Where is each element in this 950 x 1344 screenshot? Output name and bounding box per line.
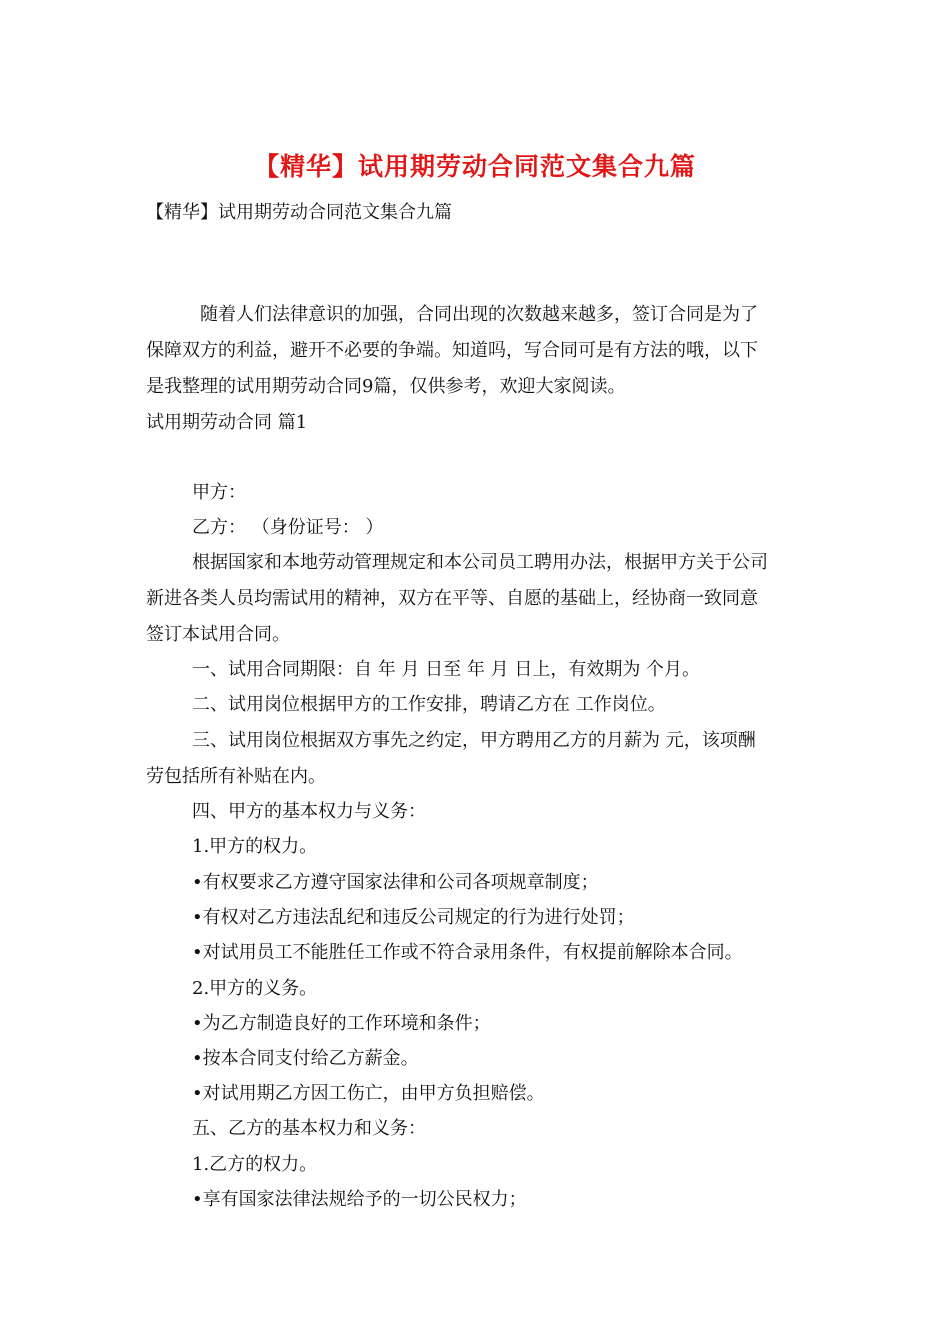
clause-1: 一、试用合同期限：自 年 月 日至 年 月 日上，有效期为 个月。 <box>192 659 701 680</box>
list-item: •有权对乙方违法乱纪和违反公司规定的行为进行处罚； <box>192 907 635 928</box>
clause-3-cont: 劳包括所有补贴在内。 <box>146 766 326 787</box>
clause-4: 四、甲方的基本权力与义务： <box>192 801 426 822</box>
list-item: •按本合同支付给乙方薪金。 <box>192 1048 419 1069</box>
list-item: •为乙方制造良好的工作环境和条件； <box>192 1013 491 1034</box>
clause-4-1: 1.甲方的权力。 <box>192 836 318 857</box>
intro-line: 保障双方的利益，避开不必要的争端。知道吗，写合同可是有方法的哦，以下 <box>146 340 758 361</box>
intro-line: 是我整理的试用期劳动合同9篇，仅供参考，欢迎大家阅读。 <box>146 376 626 397</box>
party-a-line: 甲方： <box>192 482 246 503</box>
clause-2: 二、试用岗位根据甲方的工作安排，聘请乙方在 工作岗位。 <box>192 694 666 715</box>
intro-line: 随着人们法律意识的加强，合同出现的次数越来越多，签订合同是为了 <box>200 304 758 325</box>
document-title: 【精华】试用期劳动合同范文集合九篇 <box>253 152 696 181</box>
clause-4-2: 2.甲方的义务。 <box>192 978 318 999</box>
clause-3: 三、试用岗位根据双方事先之约定，甲方聘用乙方的月薪为 元，该项酬 <box>192 730 756 751</box>
section-heading: 试用期劳动合同 篇1 <box>146 412 308 433</box>
paragraph-line: 签订本试用合同。 <box>146 624 290 645</box>
list-item: •享有国家法律法规给予的一切公民权力； <box>192 1189 527 1210</box>
clause-5: 五、乙方的基本权力和义务： <box>192 1118 426 1139</box>
list-item: •对试用期乙方因工伤亡，由甲方负担赔偿。 <box>192 1083 545 1104</box>
list-item: •对试用员工不能胜任工作或不符合录用条件，有权提前解除本合同。 <box>192 942 743 963</box>
paragraph-line: 新进各类人员均需试用的精神，双方在平等、自愿的基础上，经协商一致同意 <box>146 588 758 609</box>
party-b-line: 乙方： （身份证号： ） <box>192 517 384 538</box>
paragraph-line: 根据国家和本地劳动管理规定和本公司员工聘用办法，根据甲方关于公司 <box>192 552 768 573</box>
list-item: •有权要求乙方遵守国家法律和公司各项规章制度； <box>192 872 599 893</box>
clause-5-1: 1.乙方的权力。 <box>192 1154 318 1175</box>
document-subtitle: 【精华】试用期劳动合同范文集合九篇 <box>146 202 452 223</box>
